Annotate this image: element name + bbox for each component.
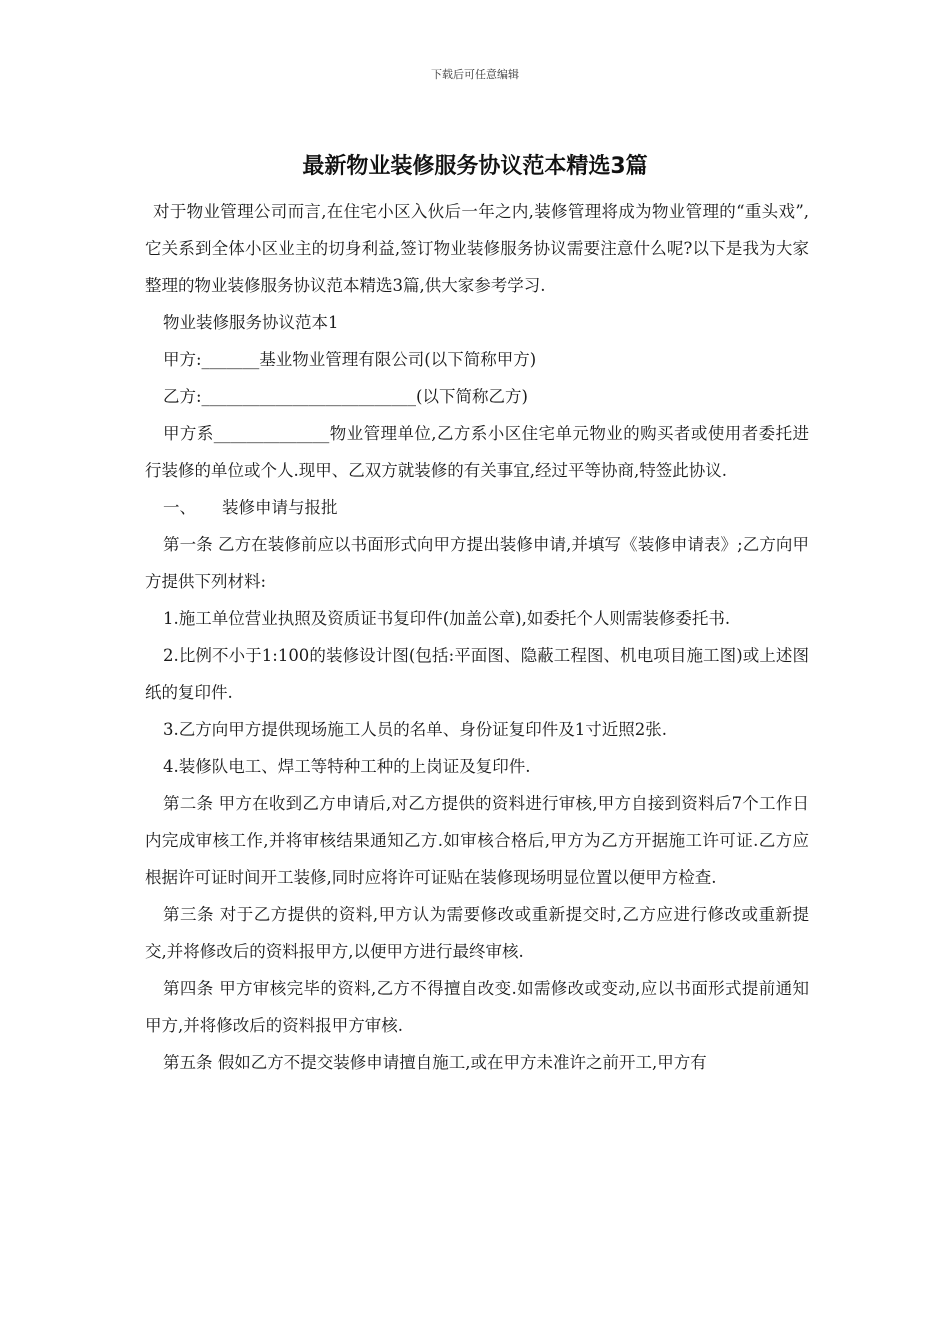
party-b-line: 乙方:__________________________(以下简称乙方): [163, 387, 528, 406]
article-2: 第二条 甲方在收到乙方申请后,对乙方提供的资料进行审核,甲方自接到资料后7个工作日内完成审核工作,并将审核结果通知乙方.如审核合格后,甲方为乙方开据施工许可证.乙方应根据许可证时间开工装修,同时应将许可证贴在装修现场明显位置以便甲方检查.: [145, 794, 809, 887]
document-body: [145, 193, 809, 1081]
section-heading: [145, 489, 809, 526]
article-4: 第四条 甲方审核完毕的资料,乙方不得擅自改变.如需修改或变动,应以书面形式提前通知甲方,并将修改后的资料报甲方审核.: [145, 979, 809, 1035]
section-title: 装修申请与报批: [222, 498, 338, 517]
sample-heading: 物业装修服务协议范本1: [163, 313, 339, 332]
article-5: 第五条 假如乙方不提交装修申请擅自施工,或在甲方未准许之前开工,甲方有: [163, 1053, 707, 1072]
section-number: 一、: [163, 498, 196, 517]
article-3: 第三条 对于乙方提供的资料,甲方认为需要修改或重新提交时,乙方应进行修改或重新提交,并将修改后的资料报甲方,以便甲方进行最终审核.: [145, 905, 809, 961]
list-item-1: 1.施工单位营业执照及资质证书复印件(加盖公章),如委托个人则需装修委托书.: [163, 609, 731, 628]
party-a-line: 甲方:_______基业物业管理有限公司(以下简称甲方): [163, 350, 537, 369]
document-title: 最新物业装修服务协议范本精选3篇: [302, 154, 648, 179]
list-item-3: 3.乙方向甲方提供现场施工人员的名单、身份证复印件及1寸近照2张.: [163, 720, 667, 739]
list-item-4: 4.装修队电工、焊工等特种工种的上岗证及复印件.: [163, 757, 531, 776]
intro-paragraph: 对于物业管理公司而言,在住宅小区入伙后一年之内,装修管理将成为物业管理的“重头戏”,它关系到全体小区业主的切身利益,签订物业装修服务协议需要注意什么呢?以下是我为大家整理的物业装修服务协议范本精选3篇,供大家参考学习.: [145, 202, 809, 295]
article-1: 第一条 乙方在装修前应以书面形式向甲方提出装修申请,并填写《装修申请表》;乙方向甲方提供下列材料:: [145, 535, 809, 591]
header-note: 下载后可任意编辑: [431, 68, 519, 81]
list-item-2: 2.比例不小于1:100的装修设计图(包括:平面图、隐蔽工程图、机电项目施工图)或上述图纸的复印件.: [145, 646, 809, 702]
relation-paragraph: 甲方系______________物业管理单位,乙方系小区住宅单元物业的购买者或使用者委托进行装修的单位或个人.现甲、乙双方就装修的有关事宜,经过平等协商,特签此协议.: [145, 424, 809, 480]
